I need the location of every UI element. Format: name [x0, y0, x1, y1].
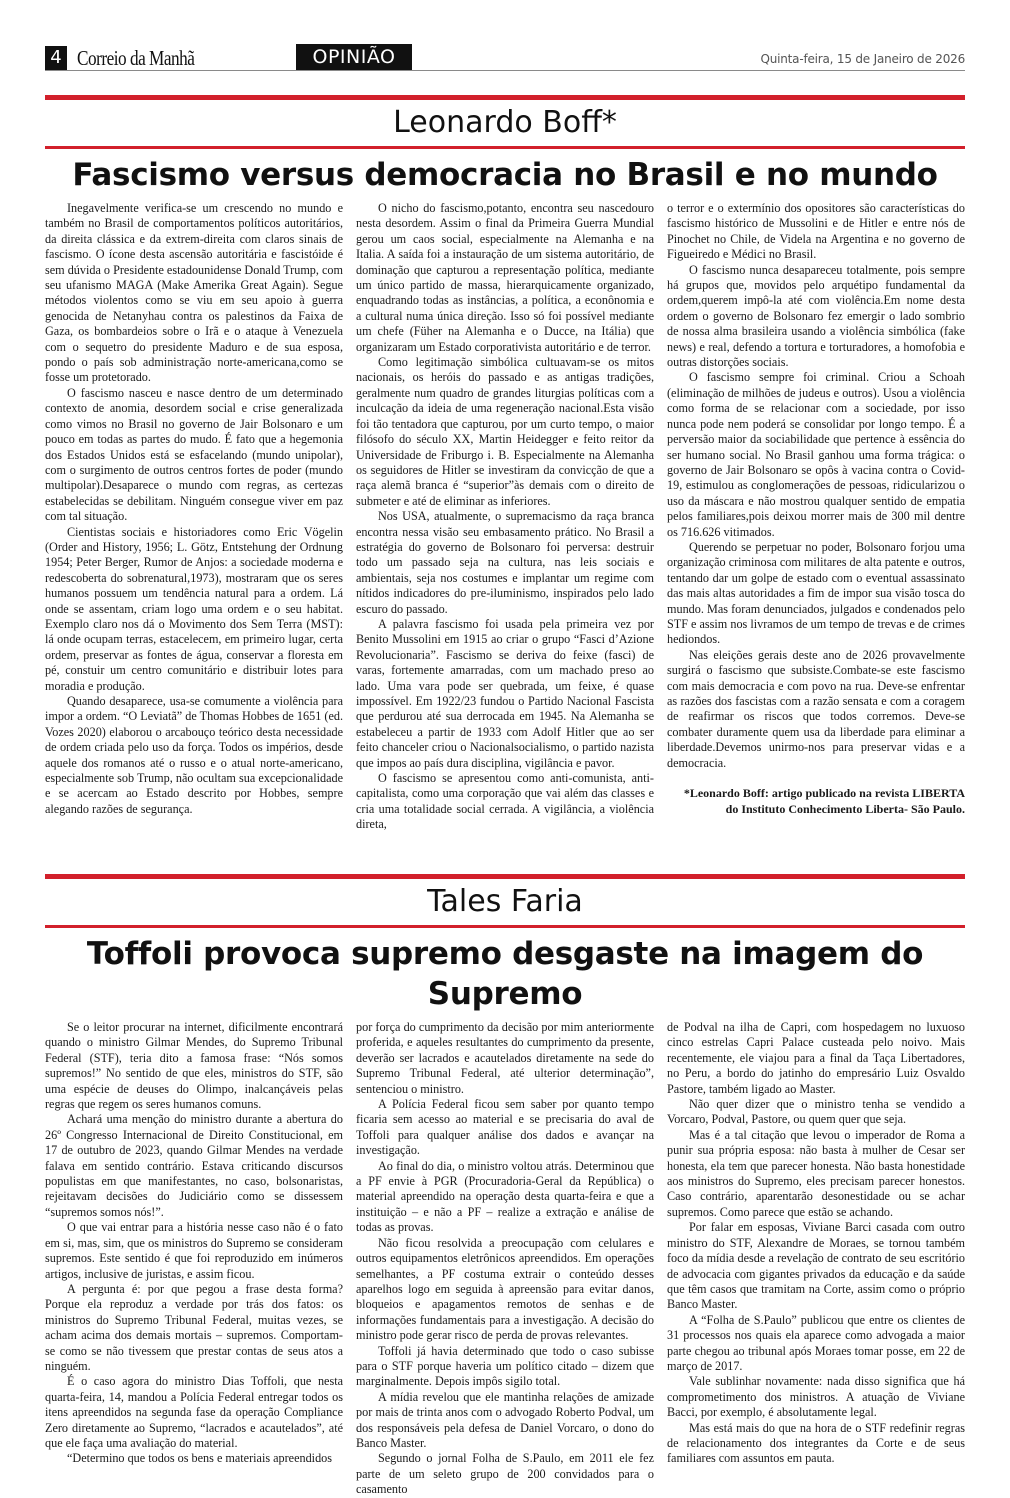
article-boff: [45, 95, 965, 833]
masthead-bar: [45, 44, 965, 71]
paragraph: O fascismo nunca desapareceu totalmente, pois sempre há grupos que, movidos pelo arquétipo fundamental da ordem,querem impô-la até com violência.Em nome desta ordem o governo de Bolsonaro fez emergir o lado sombrio de nossa alma brasileira usando a violência simbólica (fake news) e real, defendo a tortura e torturadores, a homofobia e outras distorções sociais.: [667, 262, 965, 370]
author-note: [667, 785, 965, 817]
article-headline: Fascismo versus democracia no Brasil e no mundo: [72, 157, 938, 193]
paragraph: Cientistas sociais e historiadores como Eric Vögelin (Order and History, 1956; L. Götz, Entstehung der Ordnung 1954; Peter Berger, Rumor de Anjos: a sociedade moderna e redescoberta do sobrenatural,1973), mostraram que os seres humanos possuem um tendência natural para a ordem. Lá onde se assentam, criam logo uma ordem e o seu habitat. Exemplo claro nos dá o Movimento dos Sem Terra (MST): lá onde ocupam terras, estacelecem, em primeiro lugar, certa ordem, preservar as fontes de água, conservar a floresta em pé, constuir um centro comunitário e distribuir lotes para moradia e produção.: [45, 524, 343, 693]
paragraph: Se o leitor procurar na internet, dificilmente encontrará quando o ministro Gilmar Mendes, do Supremo Tribunal Federal (STF), teria dito a famosa frase: “Nós somos supremos!” No sentido de que eles, ministros do STF, são uma espécie de deuses do Olimpo, inalcançáveis pelas regras que regem os seres humanos comuns.: [45, 1020, 343, 1112]
paragraph: Como legitimação simbólica cultuavam-se os mitos nacionais, os heróis do passado e as antigas tradições, geralmente num quadro de grandes liturgias políticas com a inculcação da ideia de uma regeneração nacional.Esta visão foi tão tentadora que capturou, por um curto tempo, o maior filósofo do século XX, Martin Heidegger e feito reitor da Universidade de Friburgo i. B. Especialmente na Alemanha os seguidores de Hitler se investiram da convicção de que a raça alemã branca é “superior”às demais com o direito de submeter e até de eliminar as inferiores.: [356, 355, 654, 508]
paragraph: Quando desaparece, usa-se comumente a violência para impor a ordem. “O Leviatã” de Thomas Hobbes de 1651 (ed. Vozes 2020) elaborou o arcabouço teórico desta necessidade de ordem criada pelo uso da força. Todos os impérios, desde aquele dos romanos até o russo e o atual norte-americano, especialmente sob Trump, não ocultam sua excepcionalidade e se acercam ao Estado descrito por Hobbes, sempre alegando razões de segurança.: [45, 694, 343, 816]
paragraph: Por falar em esposas, Viviane Barci casada com outro ministro do STF, Alexandre de Moraes, se tornou também foco da mídia desde a revelação de contrato de seu escritório de advocacia com gigantes privados da educação e da saúde que têm casos que tramitam na Corte, assim como o próprio Banco Master.: [667, 1220, 965, 1312]
red-rule: [45, 874, 965, 879]
paragraph: Não ficou resolvida a preocupação com celulares e outros equipamentos eletrônicos apreendidos. Em operações semelhantes, a PF costuma extrair o conteúdo desses aparelhos logo em seguida à apreensão para evitar danos, bloqueios e apagamentos remotos de senhas e de informações fundamentais para a investigação. A decisão do ministro pode gerar risco de perda de provas relevantes.: [356, 1235, 654, 1343]
article-author: Tales Faria: [427, 884, 583, 919]
paragraph: O que vai entrar para a história nesse caso não é o fato em si, mas, sim, que os ministros do Supremo se consideram supremos. Este sentido é que foi reproduzido em inúmeros artigos, inclusive de juristas, e assim ficou.: [45, 1220, 343, 1281]
red-rule: [45, 95, 965, 100]
paragraph: O nicho do fascismo,potanto, encontra seu nascedouro nesta desordem. Assim o final da Primeira Guerra Mundial gerou um caos social, especialmente na Alemanha e na Italia. A saída foi a instauração de um sistema autoritário, de dominação que capturou a representação política, mediante um único partido de massa, hierarquicamente organizado, enquadrando todas as instâncias, a política, a econônomia e a cultural numa única direção. Isso só foi possível mediante um chefe (Füher na Alemanha e o Ducce, na Itália) que organizaram um Estado corporativista autoritário e de terror.: [356, 201, 654, 354]
red-rule: [45, 146, 965, 149]
paragraph: A Polícia Federal ficou sem saber por quanto tempo ficaria sem acesso ao material e se precisaria do aval de Toffoli para qualquer análise dos dados e avançar na investigação.: [356, 1097, 654, 1158]
author-note-line: *Leonardo Boff: artigo publicado na revista LIBERTA: [683, 786, 965, 801]
paragraph: Ao final do dia, o ministro voltou atrás. Determinou que a PF envie à PGR (Procuradoria-Geral da República) o material apreendido na operação desta quarta-feira e que a instituição – e não a PF – realize a extração e análise de todas as provas.: [356, 1158, 654, 1235]
page-number: 4: [45, 46, 67, 70]
article-body: [45, 1020, 965, 1498]
paragraph: Inegavelmente verifica-se um crescendo no mundo e também no Brasil de comportamentos políticos autoritários, da direita clássica e da extrem-direita com claros sinais de fascismo. O ícone desta ascensão autoritária e fascistóide é sem dúvida o Presidente estadounidense Donald Trump, com seu ufanismo MAGA (Make Amerika Great Again). Segue métodos violentos como se viu em seu apoio à guerra genocida de Netanyhau contra os palestinos da Faixa de Gaza, os bombardeios sobre o Irã e o ataque à Venezuela com o sequetro do presidente Maduro e de sua esposa, pondo o país sob administração norte-americana,como se fosse um protetorado.: [45, 201, 343, 385]
paragraph: O fascismo se apresentou como anti-comunista, anti-capitalista, como uma corporação que vai além das classes e cria uma totalidade social cerrada. A vigilância, a violência direta,: [356, 771, 654, 832]
column-2: [356, 201, 654, 833]
article-body: [45, 201, 965, 833]
paragraph: Toffoli já havia determinado que todo o caso subisse para o STF porque haveria um político citado – dizem que marginalmente. Depois impôs sigilo total.: [356, 1343, 654, 1389]
column-2: [356, 1020, 654, 1498]
paragraph: A “Folha de S.Paulo” publicou que entre os clientes de 31 processos nos quais ela aparece como advogada a maior parte chegou ao tribunal após Moraes tomar posse, em 22 de março de 2017.: [667, 1312, 965, 1373]
column-3: [667, 201, 965, 833]
paragraph: O fascismo nasceu e nasce dentro de um determinado contexto de anomia, desordem social e crise generalizada como vimos no Brasil no governo de Jair Bolsonaro e um pouco em todas as partes do mudo. É fato que a hegemonia dos Estados Unidos está se esfacelando (mundo unipolar), com o surgimento de outros centros fortes de poder (mundo multipolar).Desaparece o mundo com regras, as certezas estabelecidas se debilitam. Ninguém consegue viver em paz com tal situação.: [45, 385, 343, 524]
paragraph: Nas eleições gerais deste ano de 2026 provavelmente surgirá o fascismo que subsiste.Combate-se este fascismo com mais democracia e com povo na rua. Deve-se enfrentar as razões dos fascistas com a razão sensata e com a coragem de reafirmar os riscos que todos corremos. Deve-se combater duramente quem usa da liberdade para eliminar a liberdade.Devemos unirmo-nos para preservar vidas e a democracia.: [667, 647, 965, 770]
paragraph: Segundo o jornal Folha de S.Paulo, em 2011 ele fez parte de um seleto grupo de 200 convidados para o casamento: [356, 1451, 654, 1497]
masthead: [45, 44, 965, 71]
paragraph: Achará uma menção do ministro durante a abertura do 26º Congresso Internacional de Direito Constitucional, em 17 de outubro de 2023, quando Gilmar Mendes na verdade falava em sentido contrário. Estava criticando discursos populistas em que manifestantes, no caso, bolsonaristas, rejeitavam decisões do Judiciário como se dissessem “supremos somos nós!”.: [45, 1112, 343, 1219]
paragraph: Querendo se perpetuar no poder, Bolsonaro forjou uma organização criminosa com militares de alta patente e outros, tentando dar um golpe de estado com o eventual assassinato das mais altas autoridades a fim de impor sua visão tosca do mundo. Mas foram denunciados, julgados e condenados pelo STF e assim nos livramos de um tempo de trevas e de crimes hediondos.: [667, 539, 965, 647]
paragraph: A pergunta é: por que pegou a frase desta forma? Porque ela reproduz a verdade por trás dos fatos: os ministros do Supremo Tribunal Federal, muitas vezes, se acham acima dos demais mortais – supremos. Comportam-se como se não tivessem que prestar contas de seus atos a ninguém.: [45, 1281, 343, 1373]
red-rule: [45, 925, 965, 928]
paragraph: Mas é a tal citação que levou o imperador de Roma a punir sua própria esposa: não basta à mulher de Cesar ser honesta, ela tem que parecer honesta. Não basta honestidade aos ministros do Supremo, eles precisam parecer honestos. Caso contrário, aparentarão desonestidade ou se achar supremos. Como parece que estão se achando.: [667, 1127, 965, 1219]
column-1: [45, 1020, 343, 1498]
article-author: Leonardo Boff*: [393, 105, 617, 140]
newspaper-name: Correio da Manhã: [77, 46, 195, 70]
paragraph: Nos USA, atualmente, o supremacismo da raça branca encontra nessa visão seu embasamento prático. No Brasil a estratégia do governo de Bolsonaro foi perversa: destruir todo um passado seja na cultura, nas leis sociais e ambientais, seja nos costumes e implantar um regime com nítidos indicadores do pre-iluminismo, inspirados pelo lado escuro do passado.: [356, 509, 654, 616]
paragraph: A palavra fascismo foi usada pela primeira vez por Benito Mussolini em 1915 ao criar o grupo “Fasci d’Azione Revolucionaria”. Fascismo se deriva do feixe (fasci) de varas, fortemente amarradas, com um machado preso ao lado. Uma vara pode ser quebrada, um feixe, é quase impossível. Em 1922/23 fundou o Partido Nacional Fascista que perdurou até sua derrocada em 1945. Na Alemanha se estabeleceu a partir de 1933 com Adolf Hitler que ao ser feito chanceler criou o Nacionalsocialismo, o partido nazista que impos ao país dura disciplina, vigilância e pavor.: [356, 616, 654, 770]
paragraph: A mídia revelou que ele mantinha relações de amizade por mais de trinta anos com o advogado Roberto Podval, um dos responsáveis pela defesa de Daniel Vorcaro, o dono do Banco Master.: [356, 1389, 654, 1450]
issue-date: Quinta-feira, 15 de Janeiro de 2026: [760, 52, 965, 66]
article-faria: [45, 874, 965, 1498]
paragraph: por força do cumprimento da decisão por mim anteriormente proferida, e aqueles resultantes do cumprimento da presente, deverão ser lacrados e acautelados diretamente na sede do Supremo Tribunal Federal, até ulterior determinação”, sentenciou o ministro.: [356, 1020, 654, 1096]
paragraph: Vale sublinhar novamente: nada disso significa que há comprometimento dos ministros. A atuação de Viviane Bacci, por exemplo, é absolutamente legal.: [667, 1374, 965, 1420]
paragraph: Não quer dizer que o ministro tenha se vendido a Vorcaro, Podval, Pastore, ou quem quer que seja.: [667, 1097, 965, 1127]
paragraph: É o caso agora do ministro Dias Toffoli, que nesta quarta-feira, 14, mandou a Polícia Federal entregar todos os itens apreendidos na segunda fase da operação Compliance Zero diretamente ao Supremo, “lacrados e acautelados”, até que ele faça uma avaliação do material.: [45, 1374, 343, 1450]
paragraph: Mas está mais do que na hora de o STF redefinir regras de relacionamento dos integrantes da Corte e de seus familiares com assuntos em pauta.: [667, 1420, 965, 1466]
paragraph: de Podval na ilha de Capri, com hospedagem no luxuoso cinco estrelas Capri Palace custeada pelo noivo. Mais recentemente, ele viajou para a final da Taça Libertadores, no Peru, a bordo do jatinho do empresário Luiz Osvaldo Pastore, também ligado ao Master.: [667, 1020, 965, 1096]
author-note-line: do Instituto Conhecimento Liberta- São Paulo.: [725, 802, 965, 817]
column-3: [667, 1020, 965, 1498]
column-1: [45, 201, 343, 833]
section-label: OPINIÃO: [296, 44, 412, 70]
article-headline: Toffoli provoca supremo desgaste na imagem do Supremo: [86, 936, 924, 1012]
paragraph: “Determino que todos os bens e materiais apreendidos: [67, 1451, 333, 1466]
paragraph: o terror e o extermínio dos opositores são características do fascismo histórico de Mussolini e de Hitler e entre nós de Pinochet no Chile, de Videla na Argentina e no governo de Figueiredo e Médici no Brasil.: [667, 201, 965, 262]
paragraph: O fascismo sempre foi criminal. Criou a Schoah (eliminação de milhões de judeus e outros). Usou a violência como forma de se relacionar com a sociedade, por isso nunca pode nem poderá se consolidar por longo tempo. É a perversão maior da sociabilidade que pertence à essência do ser humano social. No Brasil ganhou uma forma trágica: o governo de Jair Bolsonaro se opôs à vacina contra o Covid-19, estimulou as conglomerações de pessoas, ridicularizou o uso da máscara e não mostrou qualquer sentido de empatia pelos familiares,pois deixou morrer mais de 300 mil dentre os 716.626 vitimados.: [667, 370, 965, 539]
